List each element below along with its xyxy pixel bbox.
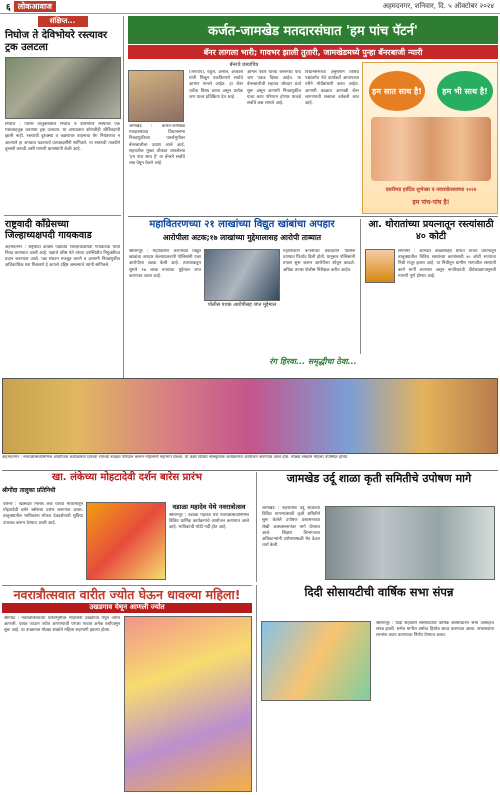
divider bbox=[4, 215, 121, 216]
navratri-body: श्रीगोंदा : नवरात्रोत्सवाच्या पार्श्वभूमीवर महिलांनी उखडगाव येथून ज्योत आणली. धावत जाऊन ज्योत आणण्याची परंपरा गावात अनेक वर्षांपासून सुरू आहे. या उपक्रमात मोठ्या संख्येने महिला सहभागी झाल्या होत्या. bbox=[4, 616, 120, 634]
truck-accident-photo bbox=[5, 57, 121, 119]
police-photo bbox=[204, 249, 280, 301]
lanke-byline: श्रीगोंदा तालुका प्रतिनिधी bbox=[2, 487, 56, 494]
brief-column bbox=[2, 16, 124, 378]
lead-photo bbox=[128, 70, 184, 122]
rashtravadi-headline: राष्ट्रवादी काँग्रेसच्या जिल्हाध्यक्षपदी गायकवाड bbox=[5, 219, 92, 242]
green-saree-group-photo bbox=[2, 378, 498, 454]
brief-label: संक्षिप्त... bbox=[38, 16, 88, 27]
masthead-left bbox=[6, 0, 56, 13]
lanke-story bbox=[2, 472, 252, 582]
mahavitaran-subhead: आरोपीला अटक;१७ लाखांच्या मुद्देमालासह आरोपी ताब्यात bbox=[162, 233, 322, 242]
navratri-subhead: उखडगाव येथून आणली ज्योत bbox=[2, 603, 252, 613]
mahavitaran-body1: श्रीरामपूर : महावितरण कंपनीच्या विद्युत खांबांचा अपहार केल्याप्रकरणी पोलिसांनी एका आरोपीला अटक केली आहे. त्याच्याकडून सुमारे १७ लाख रुपयांचा मुद्देमाल जप्त करण्यात आला आहे. bbox=[129, 249, 201, 279]
meeting-photo bbox=[261, 621, 371, 701]
mahavitaran-story bbox=[128, 219, 356, 354]
didi-headline: दिदी सोसायटीची वार्षिक सभा संपन्न bbox=[304, 585, 454, 599]
lead-col4: विधानसभेच्या अनुषंगाने विविध पक्षांतर्गत नेते कार्यकर्ते आपापल्या परीने मोर्चेबांधणी करत आहेत. आगामी काळात आणखी बॅनर लागण्याची शक्यता वर्तवली जात आहे. bbox=[305, 70, 359, 107]
urdu-headline: जामखेड उर्दू शाळा कृती समितीचे उपोषण मागे bbox=[286, 472, 472, 485]
mahavitaran-body2: महावितरण कंपनीच्या ठेकेदाराने पोलीस ठाण्यात फिर्याद दिली होती. यानुसार पोलिसांनी तपास सुरू करून आरोपीला शोधून काढले. अधिक तपास पोलीस निरीक्षक करीत आहेत. bbox=[283, 249, 355, 273]
urdu-body: जामखेड : शहरातील उर्दू शाळेच्या विविध मागण्यांसाठी कृती समितीने सुरू केलेले उपोषण प्रशासनाच्या लेखी आश्वासनानंतर मागे घेण्यात आले. शिक्षण विभागाच्या अधिकाऱ्यांनी उपोषणस्थळी भेट देऊन चर्चा केली. bbox=[262, 506, 320, 549]
urdu-school-story bbox=[256, 472, 498, 582]
lead-headline: कर्जत-जामखेड मतदारसंघात 'हम पांच पॅटर्न' bbox=[128, 16, 498, 44]
advertisement bbox=[362, 62, 498, 214]
ad-portraits bbox=[371, 117, 491, 181]
paper-name: लोकआवाज bbox=[14, 1, 56, 12]
bus-photo bbox=[86, 502, 166, 580]
rang-hirva-title: रंग हिरवा... समृद्धीचा ठेवा... bbox=[269, 357, 357, 366]
lanke-headline: खा. लंकेच्या मोहटादेवी दर्शन बारेस प्रारंभ bbox=[52, 472, 202, 483]
mahavitaran-headline: महावितरणच्या २१ लाखांच्या विद्युत खांबांचा अपहार bbox=[149, 219, 335, 230]
navratri-headline: नवरात्रौत्सवात वारीत ज्योत घेऊन धावल्या महिला! bbox=[2, 585, 252, 602]
divider bbox=[2, 470, 498, 471]
vadala-body: श्रीरामपूर : वडाळा महादेव येथे नवरात्रोत्सवानिमित्त विविध धार्मिक कार्यक्रमांचे आयोजन करण्यात आले आहे. भाविकांची मोठी गर्दी होत आहे. bbox=[169, 513, 249, 531]
brief-headline: निघोज ते देविभोयरे रस्त्यावर ट्रक उलटला bbox=[5, 30, 108, 53]
lanke-body: पारनेर : खासदार निलेश लंके यांच्या माध्यमातून मोहटादेवी दर्शन बसेसचा प्रारंभ करण्यात आला. तालुक्यातील भाविकांना मोफत देवदर्शनाची सुविधा उपलब्ध करून देण्यात आली आहे. bbox=[3, 502, 83, 526]
thorat-portrait bbox=[365, 249, 395, 283]
hunger-strike-photo bbox=[325, 506, 495, 580]
vadala-title: वडाळा महादेव येथे नवरात्रोत्सव bbox=[172, 503, 246, 511]
divider bbox=[128, 216, 498, 217]
ad-slogan-right: हम भी साथ है! bbox=[437, 71, 493, 111]
women-jyot-photo bbox=[124, 616, 252, 792]
page-masthead bbox=[0, 0, 500, 14]
ad-footer-line1: दसरीच्या हार्दिक शुभेच्छा व नवरात्रोत्सवाच्या २०२४ bbox=[385, 187, 477, 193]
didi-story bbox=[256, 585, 498, 792]
lead-subhead: बॅनर लागला भारी; गावभर झाली तुतारी, जामखेडमध्ये पुन्हा बॅनरबाजी न्यारी bbox=[128, 45, 498, 59]
ad-slogan-top: हम सात साथ है! bbox=[369, 71, 425, 111]
didi-body: श्रीरामपूर : दिदी सहकारी सोसायटीची वार्षिक सर्वसाधारण सभा उत्साहात संपन्न झाली. सभेत मागील वर्षाचा हिशोब सादर करण्यात आला. सभासदांना लाभांश वाटप करण्याचा निर्णय घेण्यात आला. bbox=[376, 621, 494, 639]
mahavitaran-photo-caption: पोलीस पथक आरोपीसह जप्त मुद्देमाल bbox=[207, 302, 277, 308]
page-number: ६ bbox=[6, 3, 11, 13]
vadala-box bbox=[168, 502, 250, 581]
brief-caption: निघोज : पारनेर तालुक्यातील निघोज ते देविभोयरे रस्त्यावर एक मालवाहतूक करणारा ट्रक उलटला. या अपघातात कोणतीही जीवितहानी झाली नाही. रस्त्याची दुरवस्था व वळणावर वाहनाचा वेग नियंत्रणात न आल्याने हा अपघात घडल्याचे प्रत्यक्षदर्शींनी सांगितले. या रस्त्याची तातडीने दुरुस्ती करावी अशी मागणी ग्रामस्थांनी केली आहे. bbox=[5, 122, 120, 152]
lead-body bbox=[128, 62, 360, 214]
rang-hirva-caption: अहमदनगर : नवरात्रोत्सवानिमित्त आयोजित कार्यक्रमात हिरव्या रंगाच्या साड्या परिधान करून महिलांनी सहभाग घेतला. या वेळी विविध सांस्कृतिक कार्यक्रमांचे आयोजन करण्यात आले होते. मोठ्या संख्येने महिला उपस्थित होत्या. bbox=[2, 455, 349, 460]
thorat-body: संगमनेर : आमदार बाळासाहेब थोरात यांच्या प्रयत्नातून तालुक्यातील विविध रस्त्यांच्या कामांसाठी ४० कोटी रुपयांचा निधी मंजूर झाला आहे. या निधीतून ग्रामीण भागातील रस्त्यांची कामे मार्गी लागणार असून नागरिकांची दीर्घकाळापासूनची मागणी पूर्ण होणार आहे. bbox=[398, 249, 496, 279]
lead-col1: जामखेड : कर्जत-जामखेड मतदारसंघात विधानसभा निवडणुकीच्या पार्श्वभूमीवर बॅनरबाजीला उधाण आले आहे. शहरातील मुख्य चौकात लावलेल्या 'हम पांच साथ है' या बॅनरने सर्वांचे लक्ष वेधून घेतले आहे. bbox=[129, 124, 185, 167]
thorat-story bbox=[360, 219, 498, 354]
date-line: अहमदनगर, शनिवार, दि. ५ ऑक्टोबर २०२४ bbox=[382, 2, 494, 10]
thorat-headline: आ. थोरातांच्या प्रयत्नातून रस्त्यांसाठी ४० कोटी bbox=[368, 219, 494, 242]
lead-col3: अनिल पवार यांच्या बॅनरमध्ये पाच जण एकत्र दिसत आहेत. या बॅनरबाजीची शहरात जोरदार चर्चा सुरू असून आगामी निवडणुकीत याचा काय परिणाम होणार याकडे सर्वांचे लक्ष लागले आहे. bbox=[247, 70, 301, 107]
rashtravadi-body: अहमदनगर : राष्ट्रवादी काँग्रेस पक्षाच्या जिल्हाध्यक्षपदी गायकवाड यांची निवड करण्यात आली आहे. पक्षाचे वरिष्ठ नेते यांच्या उपस्थितीत नियुक्तीपत्र प्रदान करण्यात आले. पक्ष संघटन मजबूत करणे व आगामी निवडणुकीत अधिकाधिक यश मिळवणे हे आपले उद्दिष्ट असल्याचे त्यांनी सांगितले. bbox=[5, 244, 120, 269]
ad-footer-line2: हम पांच-पांच है! bbox=[412, 199, 450, 206]
lead-col2: (जगताप), राहुल, अमोल, आकाश यांनी मिळून एकत्रितपणे सर्वांचे आभार मानले आहेत. हा बॅनर चर्चेचा विषय ठरला असून प्रत्येक जण यावर प्रतिक्रिया देत आहे. bbox=[189, 70, 243, 100]
lead-photo-caption: बॅनरचे छायाचित्र bbox=[229, 62, 259, 68]
